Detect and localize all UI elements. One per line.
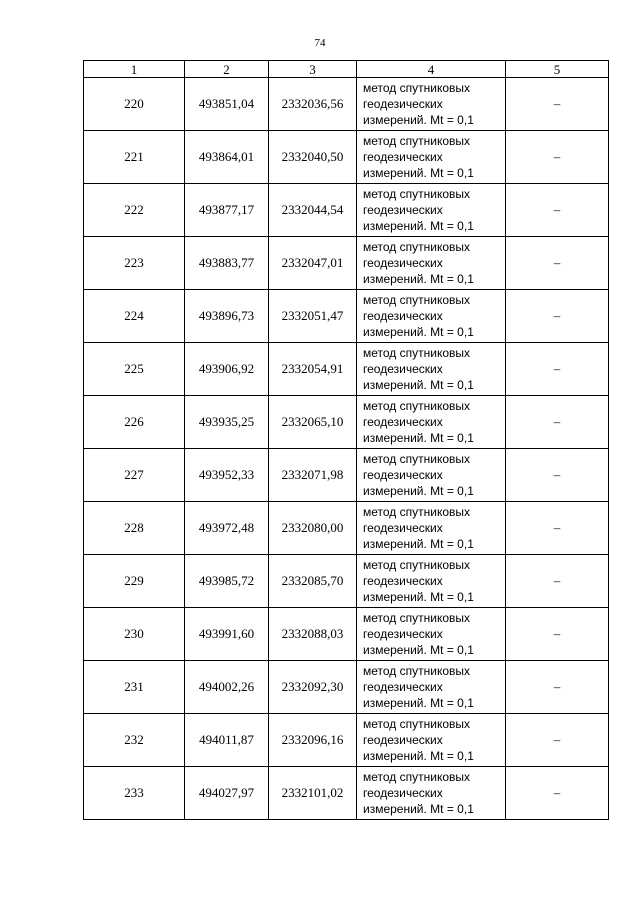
method-cell xyxy=(357,343,506,396)
y-coordinate-cell: 2332088,03 xyxy=(269,608,357,661)
point-number-cell: 227 xyxy=(84,449,185,502)
note-cell: – xyxy=(506,343,609,396)
x-coordinate-cell: 493851,04 xyxy=(185,78,269,131)
point-number-cell: 225 xyxy=(84,343,185,396)
method-line: измерений. Mt = 0,1 xyxy=(363,643,474,657)
method-line: геодезических xyxy=(363,680,443,694)
method-cell xyxy=(357,290,506,343)
table-row xyxy=(84,78,609,131)
method-line: измерений. Mt = 0,1 xyxy=(363,749,474,763)
x-coordinate-cell: 493972,48 xyxy=(185,502,269,555)
x-coordinate-cell: 493883,77 xyxy=(185,237,269,290)
method-line: измерений. Mt = 0,1 xyxy=(363,537,474,551)
note-cell: – xyxy=(506,714,609,767)
method-line: измерений. Mt = 0,1 xyxy=(363,166,474,180)
y-coordinate-cell: 2332080,00 xyxy=(269,502,357,555)
y-coordinate-cell: 2332054,91 xyxy=(269,343,357,396)
method-cell xyxy=(357,449,506,502)
method-cell xyxy=(357,131,506,184)
method-line: метод спутниковых xyxy=(363,346,471,360)
method-line: геодезических xyxy=(363,627,443,641)
note-cell: – xyxy=(506,449,609,502)
table-row xyxy=(84,502,609,555)
note-cell: – xyxy=(506,555,609,608)
method-cell xyxy=(357,767,506,820)
method-line: метод спутниковых xyxy=(363,664,471,678)
method-line: геодезических xyxy=(363,521,443,535)
method-line: измерений. Mt = 0,1 xyxy=(363,484,474,498)
table-row xyxy=(84,449,609,502)
method-line: измерений. Mt = 0,1 xyxy=(363,590,474,604)
y-coordinate-cell: 2332092,30 xyxy=(269,661,357,714)
method-line: метод спутниковых xyxy=(363,399,471,413)
method-line: измерений. Mt = 0,1 xyxy=(363,219,474,233)
method-line: геодезических xyxy=(363,203,443,217)
y-coordinate-cell: 2332096,16 xyxy=(269,714,357,767)
column-header-1: 1 xyxy=(84,61,185,78)
point-number-cell: 221 xyxy=(84,131,185,184)
method-line: геодезических xyxy=(363,415,443,429)
x-coordinate-cell: 494002,26 xyxy=(185,661,269,714)
y-coordinate-cell: 2332071,98 xyxy=(269,449,357,502)
note-cell: – xyxy=(506,78,609,131)
method-line: метод спутниковых xyxy=(363,505,471,519)
note-cell: – xyxy=(506,608,609,661)
point-number-cell: 228 xyxy=(84,502,185,555)
table-header xyxy=(84,61,609,78)
x-coordinate-cell: 493952,33 xyxy=(185,449,269,502)
coordinates-table xyxy=(83,60,609,820)
point-number-cell: 223 xyxy=(84,237,185,290)
x-coordinate-cell: 493877,17 xyxy=(185,184,269,237)
x-coordinate-cell: 493991,60 xyxy=(185,608,269,661)
table-row xyxy=(84,343,609,396)
note-cell: – xyxy=(506,237,609,290)
method-line: измерений. Mt = 0,1 xyxy=(363,113,474,127)
point-number-cell: 231 xyxy=(84,661,185,714)
method-line: измерений. Mt = 0,1 xyxy=(363,431,474,445)
y-coordinate-cell: 2332044,54 xyxy=(269,184,357,237)
note-cell: – xyxy=(506,131,609,184)
y-coordinate-cell: 2332036,56 xyxy=(269,78,357,131)
x-coordinate-cell: 493864,01 xyxy=(185,131,269,184)
method-line: метод спутниковых xyxy=(363,452,471,466)
method-line: метод спутниковых xyxy=(363,187,471,201)
method-line: метод спутниковых xyxy=(363,717,471,731)
y-coordinate-cell: 2332040,50 xyxy=(269,131,357,184)
method-line: измерений. Mt = 0,1 xyxy=(363,325,474,339)
method-line: метод спутниковых xyxy=(363,134,471,148)
point-number-cell: 222 xyxy=(84,184,185,237)
method-line: геодезических xyxy=(363,309,443,323)
point-number-cell: 233 xyxy=(84,767,185,820)
method-cell xyxy=(357,184,506,237)
point-number-cell: 232 xyxy=(84,714,185,767)
method-line: геодезических xyxy=(363,97,443,111)
y-coordinate-cell: 2332065,10 xyxy=(269,396,357,449)
table-row xyxy=(84,555,609,608)
point-number-cell: 226 xyxy=(84,396,185,449)
method-line: метод спутниковых xyxy=(363,293,471,307)
method-cell xyxy=(357,396,506,449)
method-line: геодезических xyxy=(363,362,443,376)
method-line: измерений. Mt = 0,1 xyxy=(363,802,474,816)
method-line: метод спутниковых xyxy=(363,611,471,625)
note-cell: – xyxy=(506,290,609,343)
page-number: 74 xyxy=(314,37,326,49)
method-line: метод спутниковых xyxy=(363,81,471,95)
x-coordinate-cell: 493906,92 xyxy=(185,343,269,396)
note-cell: – xyxy=(506,396,609,449)
method-line: метод спутниковых xyxy=(363,240,471,254)
x-coordinate-cell: 494027,97 xyxy=(185,767,269,820)
table-row xyxy=(84,290,609,343)
table-row xyxy=(84,661,609,714)
table-row xyxy=(84,184,609,237)
note-cell: – xyxy=(506,502,609,555)
note-cell: – xyxy=(506,661,609,714)
x-coordinate-cell: 494011,87 xyxy=(185,714,269,767)
column-header-5: 5 xyxy=(506,61,609,78)
method-cell xyxy=(357,502,506,555)
column-header-3: 3 xyxy=(269,61,357,78)
method-line: геодезических xyxy=(363,733,443,747)
point-number-cell: 224 xyxy=(84,290,185,343)
method-line: геодезических xyxy=(363,150,443,164)
y-coordinate-cell: 2332101,02 xyxy=(269,767,357,820)
table-row xyxy=(84,237,609,290)
table-row xyxy=(84,767,609,820)
table-row xyxy=(84,714,609,767)
point-number-cell: 220 xyxy=(84,78,185,131)
method-line: метод спутниковых xyxy=(363,558,471,572)
method-line: геодезических xyxy=(363,574,443,588)
method-cell xyxy=(357,78,506,131)
method-cell xyxy=(357,608,506,661)
column-header-2: 2 xyxy=(185,61,269,78)
y-coordinate-cell: 2332047,01 xyxy=(269,237,357,290)
note-cell: – xyxy=(506,184,609,237)
method-line: геодезических xyxy=(363,786,443,800)
table-row xyxy=(84,131,609,184)
note-cell: – xyxy=(506,767,609,820)
method-cell xyxy=(357,555,506,608)
method-line: геодезических xyxy=(363,468,443,482)
y-coordinate-cell: 2332085,70 xyxy=(269,555,357,608)
y-coordinate-cell: 2332051,47 xyxy=(269,290,357,343)
method-line: измерений. Mt = 0,1 xyxy=(363,696,474,710)
method-line: метод спутниковых xyxy=(363,770,471,784)
method-cell xyxy=(357,661,506,714)
point-number-cell: 229 xyxy=(84,555,185,608)
x-coordinate-cell: 493896,73 xyxy=(185,290,269,343)
column-header-4: 4 xyxy=(357,61,506,78)
method-cell xyxy=(357,714,506,767)
point-number-cell: 230 xyxy=(84,608,185,661)
table-row xyxy=(84,608,609,661)
x-coordinate-cell: 493935,25 xyxy=(185,396,269,449)
method-line: геодезических xyxy=(363,256,443,270)
method-line: измерений. Mt = 0,1 xyxy=(363,272,474,286)
table-body xyxy=(84,78,609,820)
method-cell xyxy=(357,237,506,290)
method-line: измерений. Mt = 0,1 xyxy=(363,378,474,392)
header-row xyxy=(84,61,609,78)
x-coordinate-cell: 493985,72 xyxy=(185,555,269,608)
table-row xyxy=(84,396,609,449)
